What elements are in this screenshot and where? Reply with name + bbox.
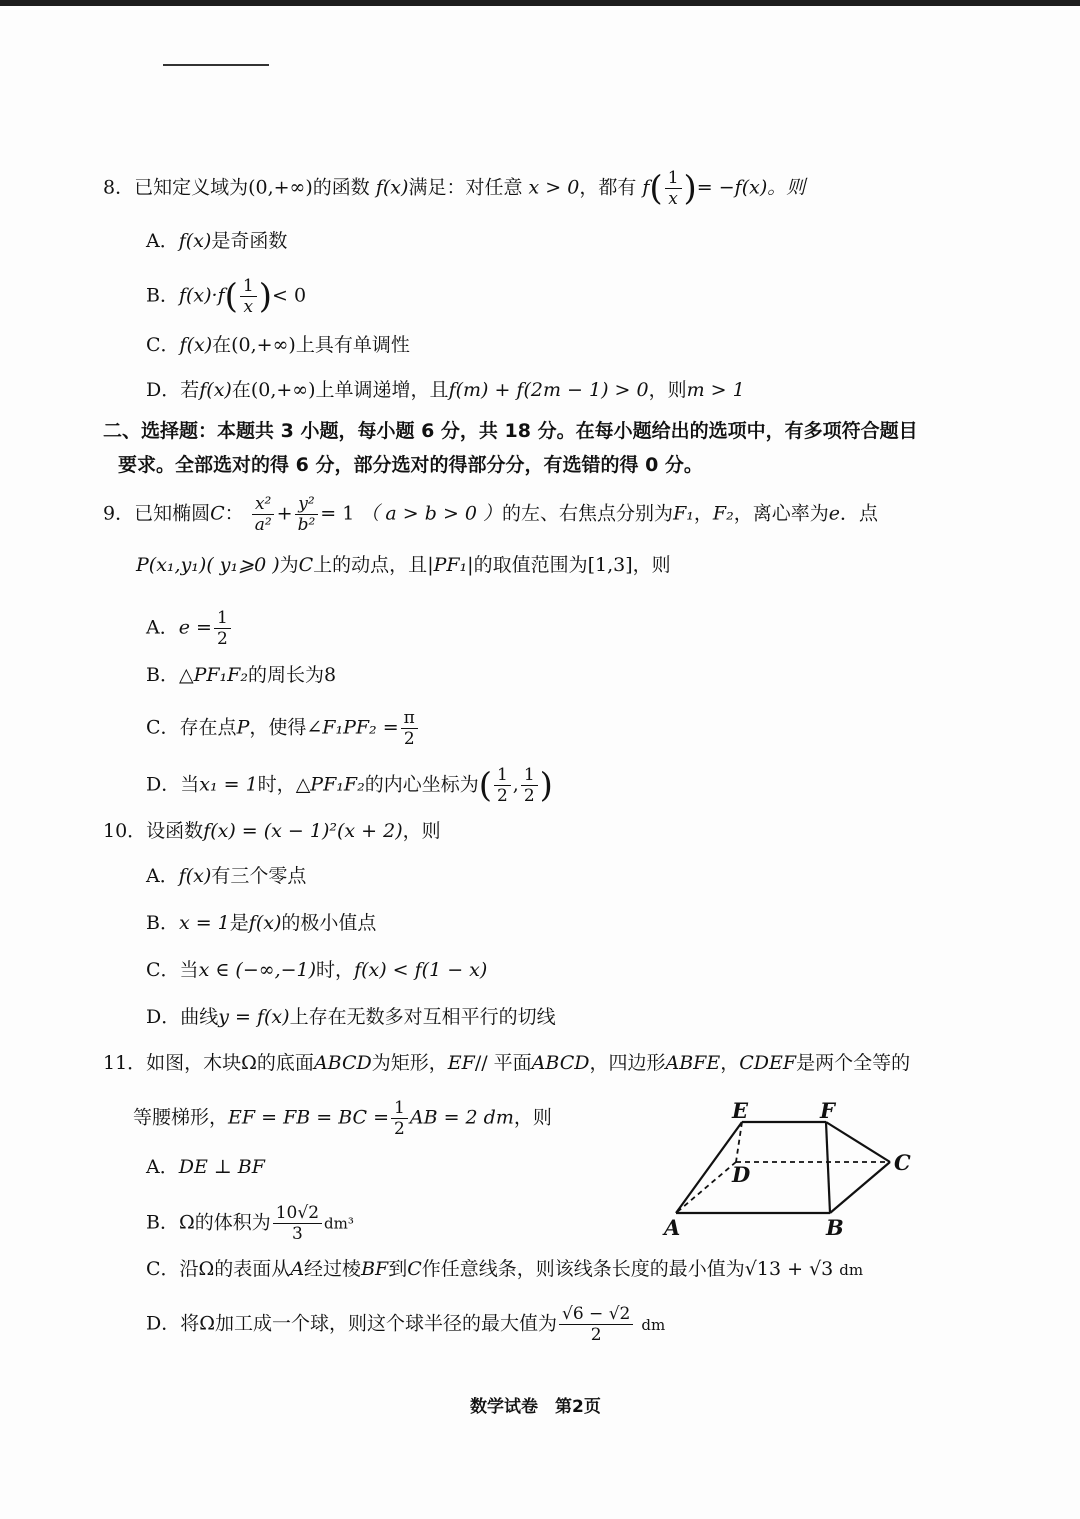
q9-b-text: 的周长为8 <box>247 664 337 686</box>
q11-b-text: Ω的体积为 <box>178 1211 271 1234</box>
q9-a-frac <box>214 608 231 649</box>
q11-b-label: B． <box>146 1211 179 1234</box>
q9-eq1: = 1 <box>320 502 355 525</box>
q11-d-den: 2 <box>590 1325 602 1345</box>
q9-c: C <box>210 502 225 525</box>
q8-d-math3: m > 1 <box>686 379 745 401</box>
q8-b-frac-den: x <box>243 297 254 317</box>
q8-cond-x: x > 0 <box>528 176 580 199</box>
q9-stem-line2 <box>136 550 671 580</box>
q9-p-cond: ( y₁⩾0 ) <box>206 554 280 576</box>
q8-stem-text: 8．已知定义域为 <box>103 176 249 199</box>
q8-d-label: D． <box>146 379 181 401</box>
q8-option-c <box>146 330 410 360</box>
q11-d-frac <box>559 1304 633 1345</box>
q8-lparen: ( <box>649 168 663 209</box>
q9-l2-text1: 为 <box>279 554 299 576</box>
q11-stem-line2 <box>133 1098 552 1139</box>
q9-c-math: ∠F₁PF₂ = <box>306 716 399 739</box>
q8-b-math-post: < 0 <box>271 284 307 307</box>
q9-option-d <box>146 765 553 806</box>
q9-f1: F₁ <box>673 502 694 525</box>
q9-stem3: ，离心率为 <box>733 502 829 525</box>
q9-d-d2: 2 <box>523 786 535 806</box>
label-e: E <box>732 1098 749 1123</box>
q11-l1-abcd2: ABCD <box>531 1052 590 1074</box>
q10-a-math: f(x) <box>178 865 212 887</box>
edge-da <box>676 1162 736 1213</box>
q9-d-math1: x₁ = 1 <box>199 773 258 796</box>
q8-rparen: ) <box>683 168 697 209</box>
q9-c-text1: 存在点 <box>179 716 237 739</box>
q8-option-b <box>146 276 306 317</box>
q8-rhs: = −f(x)。则 <box>696 176 806 199</box>
q8-a-math: f(x) <box>178 230 212 252</box>
q8-frac-num: 1 <box>665 168 682 189</box>
q9-c-label: C． <box>146 716 180 739</box>
q10-b-math2: f(x) <box>248 912 282 934</box>
q8-domain: (0,+∞) <box>248 176 313 199</box>
q9-d-text2: 时， <box>257 773 296 796</box>
q9-num: 9．已知椭圆 <box>103 502 211 525</box>
q8-option-d <box>146 375 745 405</box>
q11-l2-math: EF = FB = BC = <box>228 1106 390 1129</box>
q9-l2-then: ，则 <box>632 554 671 576</box>
q10-option-d <box>146 1002 556 1032</box>
q8-d-math1: f(x) <box>199 379 232 401</box>
q9-comma: ， <box>693 502 713 525</box>
q8-cond-text: 满足：对任意 <box>408 176 523 199</box>
section-2-header-line2: 要求。全部选对的得 6 分，部分选对的得部分分，有选错的得 0 分。 <box>118 454 703 476</box>
q9-stem-line1 <box>103 494 878 535</box>
q9-a-math: e = <box>178 616 212 639</box>
q11-b-unit: dm³ <box>324 1214 354 1233</box>
q10-b-label: B． <box>146 912 179 934</box>
label-d: D <box>732 1162 751 1187</box>
q8-b-lparen: ( <box>224 276 238 317</box>
q11-l1-abcd: ABCD <box>313 1052 372 1074</box>
q9-stem2: 的左、右焦点分别为 <box>502 502 674 525</box>
q9-a2: a² <box>254 515 272 535</box>
q10-c-text2: 时， <box>316 959 355 981</box>
q8-b-rparen: ) <box>258 276 272 317</box>
q11-l1-abfe: ABFE <box>665 1052 721 1074</box>
q11-c-math: √13 + √3 <box>744 1258 834 1280</box>
q10-a-label: A． <box>146 865 179 887</box>
q8-b-label: B． <box>146 284 179 307</box>
q8-frac-den: x <box>668 189 678 209</box>
q8-stem <box>103 168 805 209</box>
q9-c-num: π <box>401 708 418 729</box>
q11-l1-d: ，四边形 <box>589 1052 666 1074</box>
q11-figure <box>660 1092 920 1242</box>
q11-c-text4: 作任意线条，则该线条长度的最小值为 <box>421 1258 745 1280</box>
q11-a-math: DE ⊥ BF <box>178 1156 265 1178</box>
q10-d-math: y = f(x) <box>218 1006 290 1028</box>
q11-c-c: C <box>407 1258 422 1280</box>
q9-p: P(x₁,y₁) <box>136 554 207 576</box>
q9-frac-y <box>295 494 319 535</box>
q9-d-sep: , <box>512 773 519 796</box>
q11-option-a <box>146 1152 265 1182</box>
q11-l1-ef: EF <box>447 1052 475 1074</box>
q8-stem-mid: 的函数 <box>312 176 370 199</box>
q9-d-label: D． <box>146 773 181 796</box>
q8-d-mid2: 上单调递增，且 <box>315 379 449 401</box>
q9-f2: F₂ <box>712 502 734 525</box>
q10-c-label: C． <box>146 959 180 981</box>
q8-c-pre: 在 <box>212 334 232 356</box>
q11-l1-c: // 平面 <box>474 1052 532 1074</box>
q11-l1-a: 11．如图，木块Ω的底面 <box>103 1052 314 1074</box>
q11-stem-line1 <box>103 1048 910 1078</box>
q11-a-label: A． <box>146 1156 179 1178</box>
q8-d-mid: 在 <box>231 379 251 401</box>
label-c: C <box>894 1150 911 1175</box>
pen-mark <box>163 64 269 66</box>
q10-a-text: 有三个零点 <box>211 865 307 887</box>
q9-d-d1: 2 <box>496 786 508 806</box>
q8-c-label: C． <box>146 334 180 356</box>
q11-option-b <box>146 1203 354 1244</box>
q11-d-unit: dm <box>641 1315 666 1334</box>
q9-b-label: B． <box>146 664 179 686</box>
q9-cond: （ a > b > 0 ） <box>360 502 503 525</box>
q9-c-text2: ，使得 <box>249 716 307 739</box>
q11-d-text: 将Ω加工成一个球，则这个球半径的最大值为 <box>180 1312 557 1335</box>
q8-c-interval: (0,+∞) <box>231 334 296 356</box>
q8-a-label: A． <box>146 230 179 252</box>
q10-stem-post: ，则 <box>402 820 441 842</box>
q11-l1-cdef: CDEF <box>739 1052 797 1074</box>
q9-d-math2: △PF₁F₂ <box>295 773 365 796</box>
q11-c-label: C． <box>146 1258 180 1280</box>
q9-c-frac <box>401 708 418 749</box>
q10-c-text1: 当 <box>179 959 199 981</box>
q8-c-math: f(x) <box>179 334 213 356</box>
q9-c-p: P <box>236 716 250 739</box>
q9-a-label: A． <box>146 616 179 639</box>
q9-option-b <box>146 660 336 690</box>
q10-option-a <box>146 861 306 891</box>
q10-stem <box>103 816 441 846</box>
q10-b-text1: 是 <box>229 912 249 934</box>
q11-l2-den: 2 <box>394 1119 405 1139</box>
q11-b-num: 10√2 <box>273 1203 322 1224</box>
q10-d-label: D． <box>146 1006 181 1028</box>
edge-bc <box>830 1162 890 1213</box>
q11-l1-b: 为矩形， <box>371 1052 448 1074</box>
q11-option-c <box>146 1254 863 1285</box>
q8-a-text: 是奇函数 <box>211 230 288 252</box>
q11-l1-f: 是两个全等的 <box>796 1052 911 1074</box>
q8-d-then: ，则 <box>648 379 687 401</box>
q8-d-math2: f(m) + f(2m − 1) > 0 <box>448 379 649 401</box>
q9-colon: ： <box>224 502 244 525</box>
q8-b-frac <box>240 276 257 317</box>
q9-d-text3: 的内心坐标为 <box>364 773 479 796</box>
q11-c-bf: BF <box>361 1258 389 1280</box>
q9-d-frac1 <box>494 765 511 806</box>
q11-l2-num: 1 <box>391 1098 408 1119</box>
q11-c-unit: dm <box>839 1261 864 1279</box>
q9-l2-c: C <box>298 554 314 576</box>
q11-l2-then: ，则 <box>513 1106 552 1129</box>
q9-option-a <box>146 608 233 649</box>
q10-option-b <box>146 908 376 938</box>
q8-d-interval: (0,+∞) <box>250 379 316 401</box>
q9-d-n1: 1 <box>494 765 511 786</box>
q9-e: e <box>828 502 840 525</box>
section-2-header-line1: 二、选择题：本题共 3 小题，每小题 6 分，共 18 分。在每小题给出的选项中，有多项符合题目 <box>103 420 918 442</box>
q11-c-a: A <box>290 1258 305 1280</box>
edge-fc <box>826 1122 890 1162</box>
q8-d-pre: 若 <box>180 379 200 401</box>
q8-frac <box>665 168 682 209</box>
q10-stem-math: f(x) = (x − 1)²(x + 2) <box>203 820 403 842</box>
q8-b-math-pre: f(x)·f <box>178 284 225 307</box>
q10-b-math1: x = 1 <box>178 912 230 934</box>
label-a: A <box>664 1215 681 1240</box>
q11-b-den: 3 <box>291 1224 303 1244</box>
q8-fx: f(x) <box>375 176 409 199</box>
q11-l2-frac <box>391 1098 408 1139</box>
q11-l2-a: 等腰梯形， <box>133 1106 229 1129</box>
page-footer: 数学试卷 第2页 <box>470 1397 601 1417</box>
scan-top-edge <box>0 0 1080 6</box>
q9-y2: y² <box>295 494 317 515</box>
q11-l2-math2: AB = 2 dm <box>409 1106 514 1129</box>
q9-d-lparen: ( <box>478 765 492 806</box>
q11-c-text1: 沿Ω的表面从 <box>179 1258 291 1280</box>
q10-c-math2: f(x) < f(1 − x) <box>354 959 488 981</box>
q10-d-text1: 曲线 <box>180 1006 219 1028</box>
q8-all-text: ，都有 <box>579 176 637 199</box>
q9-c-den: 2 <box>403 729 415 749</box>
q10-d-text2: 上存在无数多对互相平行的切线 <box>289 1006 556 1028</box>
q9-l2-range: [1,3] <box>587 554 633 576</box>
q9-l2-text2: 上的动点，且 <box>313 554 428 576</box>
q11-c-text3: 到 <box>388 1258 408 1280</box>
q10-b-text2: 的极小值点 <box>281 912 377 934</box>
q9-d-rparen: ) <box>539 765 553 806</box>
q9-d-n2: 1 <box>521 765 538 786</box>
q8-option-a <box>146 226 287 256</box>
q9-l2-abs: |PF₁| <box>427 554 474 576</box>
q9-plus: + <box>276 502 293 525</box>
q9-d-text1: 当 <box>180 773 200 796</box>
label-f: F <box>820 1098 835 1123</box>
q8-f: f <box>642 176 650 199</box>
q11-l1-e: ， <box>720 1052 740 1074</box>
q10-c-math1: x ∈ (−∞,−1) <box>198 959 317 981</box>
q10-stem-pre: 10．设函数 <box>103 820 204 842</box>
q11-d-label: D． <box>146 1312 181 1335</box>
q9-frac-x <box>252 494 275 535</box>
q10-option-c <box>146 955 487 985</box>
q9-b2: b² <box>297 515 316 535</box>
q8-b-frac-num: 1 <box>240 276 257 297</box>
q9-option-c <box>146 708 420 749</box>
q11-c-text2: 经过棱 <box>304 1258 362 1280</box>
q9-d-frac2 <box>521 765 538 806</box>
q11-option-d <box>146 1304 665 1345</box>
q8-c-text: 上具有单调性 <box>295 334 410 356</box>
q9-a-num: 1 <box>214 608 231 629</box>
q9-x2: x² <box>252 494 274 515</box>
q9-b-math: △PF₁F₂ <box>178 664 248 686</box>
q11-b-frac <box>273 1203 322 1244</box>
q9-stem4: ．点 <box>839 502 878 525</box>
q11-d-num: √6 − √2 <box>559 1304 633 1325</box>
q9-a-den: 2 <box>216 629 228 649</box>
edge-fb <box>826 1122 830 1213</box>
label-b: B <box>826 1215 844 1240</box>
q9-l2-text3: 的取值范围为 <box>473 554 588 576</box>
